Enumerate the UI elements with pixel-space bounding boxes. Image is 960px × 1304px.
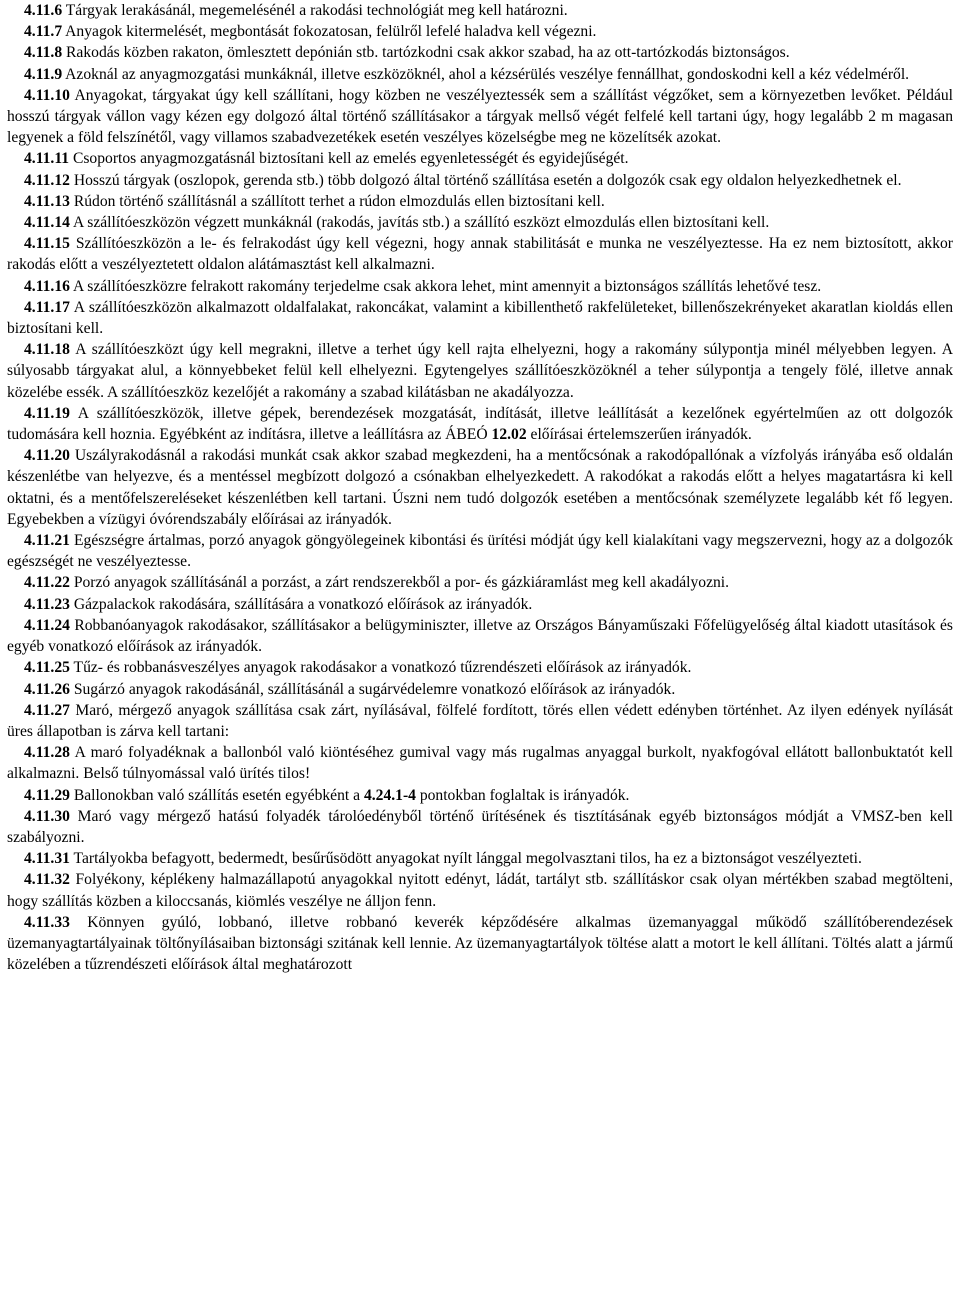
paragraph-4-11-13 xyxy=(7,191,953,212)
paragraph-text: Tárgyak lerakásánál, megemelésénél a rakodási technológiát meg kell határozni. xyxy=(62,2,568,19)
paragraph-number: 4.11.13 xyxy=(24,192,70,210)
paragraph-number: 4.11.32 xyxy=(24,871,70,889)
paragraph-text: Azoknál az anyagmozgatási munkáknál, illetve eszközöknél, ahol a kézsérülés veszélye fennállhat, gondoskodni kell a kéz védelméről. xyxy=(62,65,910,83)
paragraph-text: Csoportos anyagmozgatásnál biztosítani kell az emelés egyenletességét és egyidejűségét. xyxy=(69,150,629,168)
paragraph-4-11-7 xyxy=(7,21,953,42)
paragraph-number: 4.11.10 xyxy=(24,86,70,104)
paragraph-text: Maró vagy mérgező hatású folyadék tárolóedényből történő ürítésének és tisztításának egyéb biztonságos módját a VMSZ-ben kell szabályozni. xyxy=(7,807,953,846)
paragraph-4-11-25 xyxy=(7,657,953,678)
paragraph-number: 4.11.19 xyxy=(24,404,70,422)
paragraph-text: Rakodás közben rakaton, ömlesztett depónián stb. tartózkodni csak akkor szabad, ha az ott-tartózkodás biztonságos. xyxy=(62,44,790,62)
paragraph-number: 4.11.20 xyxy=(24,447,70,465)
paragraph-text: Tartályokba befagyott, bedermedt, besűrűsödött anyagokat nyílt lánggal megolvasztani tilos, ha ez a biztonságot veszélyezteti. xyxy=(69,850,862,868)
paragraph-4-11-17 xyxy=(7,297,953,339)
paragraph-text: Rúdon történő szállításnál a szállított terhet a rúdon elmozdulás ellen biztosítani kell. xyxy=(69,192,605,210)
paragraph-number: 4.11.21 xyxy=(24,532,70,550)
paragraph-text: A szállítóeszközök, illetve gépek, berendezések mozgatását, indítását, illetve leállítását a kezelőnek egyértelműen az ott dolgozók tudomására kell hoznia. Egyébként az indításra, illetve a leállításra az ÁBEÓ xyxy=(7,404,953,444)
paragraph-4-11-9 xyxy=(7,64,953,85)
regulation-reference: 12.02 xyxy=(491,426,527,444)
paragraph-number: 4.11.27 xyxy=(24,701,70,719)
paragraph-text: Maró, mérgező anyagok szállítása csak zárt, nyílásával, fölfelé fordított, törés ellen védett edényben történhet. Az ilyen edények nyílását üres állapotban is zárva kell tartani: xyxy=(7,701,953,740)
paragraph-4-11-26 xyxy=(7,679,953,700)
paragraph-text: Uszályrakodásnál a rakodási munkát csak akkor szabad megkezdeni, ha a mentőcsónak a rakodópallónak a vízfolyás irányába eső oldalán készenlétbe van helyezve, és a mentéssel megbízott dolgozó a csónakban elhelyezkedett. A rakodókat a rakodás előtt a helyes magatartásra ki kell oktatni, és a mentőfelszereléseket készenlétben kell tartani. Úszni nem tudó dolgozók esetében a mentőcsónak személyzete legalább két fő legyen. Egyebekben a vízügyi óvórendszabály előírásai az irányadók. xyxy=(7,447,953,528)
paragraph-text: Gázpalackok rakodására, szállítására a vonatkozó előírások az irányadók. xyxy=(69,595,533,613)
paragraph-number: 4.11.8 xyxy=(24,44,63,62)
paragraph-number: 4.11.15 xyxy=(24,235,70,253)
paragraph-number: 4.11.7 xyxy=(24,23,63,41)
paragraph-text-after: pontokban foglaltak is irányadók. xyxy=(415,786,630,804)
paragraph-text: A szállítóeszközre felrakott rakomány terjedelme csak akkora lehet, mint amennyit a biztonságos szállítás lehetővé tesz. xyxy=(69,277,822,295)
paragraph-text: Ballonokban való szállítás esetén egyébként a xyxy=(69,786,364,804)
paragraph-text: Porzó anyagok szállításánál a porzást, a zárt rendszerekből a por- és gázkiáramlást meg kell akadályozni. xyxy=(69,574,730,592)
paragraph-4-11-11 xyxy=(7,148,953,169)
paragraph-number: 4.11.24 xyxy=(24,616,70,634)
paragraph-text: A maró folyadéknak a ballonból való kiöntéséhez gumival vagy más rugalmas anyaggal burkolt, nyakfogóval ellátott ballonbuktatót kell alkalmazni. Belső túlnyomással való ürítés tilos! xyxy=(7,744,953,783)
paragraph-text: Tűz- és robbanásveszélyes anyagok rakodásakor a vonatkozó tűzrendészeti előírások az irányadók. xyxy=(69,659,692,677)
paragraph-text: Sugárzó anyagok rakodásánál, szállításánál a sugárvédelemre vonatkozó előírások az irányadók. xyxy=(69,680,676,698)
paragraph-4-11-33 xyxy=(7,912,953,976)
paragraph-4-11-28 xyxy=(7,742,953,784)
paragraph-number: 4.11.30 xyxy=(24,807,70,825)
paragraph-4-11-22 xyxy=(7,572,953,593)
paragraph-text: A szállítóeszközön végzett munkáknál (rakodás, javítás stb.) a szállító eszközt elmozdulás ellen biztosítani kell. xyxy=(69,214,770,232)
paragraph-4-11-23 xyxy=(7,594,953,615)
paragraph-number: 4.11.22 xyxy=(24,574,70,592)
paragraph-4-11-32 xyxy=(7,869,953,911)
paragraph-number: 4.11.12 xyxy=(24,171,70,189)
paragraph-4-11-24 xyxy=(7,615,953,657)
paragraph-4-11-8 xyxy=(7,42,953,63)
paragraph-number: 4.11.25 xyxy=(24,659,70,677)
paragraph-number: 4.11.23 xyxy=(24,595,70,613)
paragraph-text: Könnyen gyúló, lobbanó, illetve robbanó keverék képződésére alkalmas üzemanyaggal működő szállítóberendezések üzemanyagtartályainak töltőnyílásaiban biztonsági szitának kell lennie. Az üzemanyagtartályok töltése alatt a motort le kell állítani. Töltés alatt a jármű közelében a tűzrendészeti előírások által meghatározott xyxy=(7,913,953,974)
section-reference: 4.24.1-4 xyxy=(363,786,416,804)
paragraph-text: Folyékony, képlékeny halmazállapotú anyagokkal nyitott edényt, ládát, tartályt stb. szállításkor csak olyan mértékben szabad megtölteni, hogy szállítás közben a kiloccsanás, kiömlés veszélye ne álljon fenn. xyxy=(7,871,953,910)
paragraph-text: Robbanóanyagok rakodásakor, szállításakor a belügyminiszter, illetve az Országos Bányaműszaki Főfelügyelőség által kiadott utasítások és egyéb vonatkozó előírások az irányadók. xyxy=(7,616,953,656)
paragraph-4-11-20 xyxy=(7,445,953,530)
paragraph-text: A szállítóeszközt úgy kell megrakni, illetve a terhet úgy kell rajta elhelyezni, hogy a rakomány súlypontja minél mélyebben legyen. A súlyosabb tárgyakat alul, a könnyebbeket felül kell elhelyezni. Egytengelyes szállítóeszközöknél a teher súlypontja a tengely fölé, illetve annak közelébe essék. A szállítóeszköz kezelőjét a rakomány a szabad kilátásban ne akadályozza. xyxy=(7,341,953,401)
paragraph-text: Hosszú tárgyak (oszlopok, gerenda stb.) több dolgozó által történő szállítása esetén a dolgozók csak egy oldalon helyezkedhetnek el. xyxy=(69,171,902,189)
paragraph-number: 4.11.26 xyxy=(24,680,70,698)
paragraph-text: Szállítóeszközön a le- és felrakodást úgy kell végezni, hogy annak stabilitását e munka ne veszélyeztesse. Ha ez nem biztosított, akkor rakodás előtt a veszélyeztetett oldalon alátámasztást kell alkalmazni. xyxy=(7,235,953,274)
paragraph-text: Anyagok kitermelését, megbontását fokozatosan, felülről lefelé haladva kell végezni. xyxy=(62,23,597,41)
paragraph-4-11-27 xyxy=(7,700,953,742)
paragraph-4-11-31 xyxy=(7,848,953,869)
paragraph-4-11-16 xyxy=(7,276,953,297)
paragraph-number: 4.11.9 xyxy=(24,65,63,83)
paragraph-number: 4.11.16 xyxy=(24,277,70,295)
paragraph-4-11-19 xyxy=(7,403,953,445)
paragraph-number: 4.11.33 xyxy=(24,913,70,931)
paragraph-number: 4.11.29 xyxy=(24,786,70,804)
paragraph-number: 4.11.6 xyxy=(24,2,63,19)
paragraph-number: 4.11.14 xyxy=(24,214,70,232)
paragraph-4-11-18 xyxy=(7,339,953,403)
paragraph-4-11-6 xyxy=(7,0,953,21)
paragraph-4-11-30 xyxy=(7,806,953,848)
paragraph-4-11-12 xyxy=(7,170,953,191)
paragraph-number: 4.11.28 xyxy=(24,744,70,762)
paragraph-text-after: előírásai értelemszerűen irányadók. xyxy=(526,426,752,444)
paragraph-number: 4.11.11 xyxy=(24,150,70,168)
paragraph-text: Anyagokat, tárgyakat úgy kell szállítani, hogy közben ne veszélyeztessék sem a szállítást végzőket, sem a környezetben levőket. Például hosszú tárgyak vállon vagy kézen egy dolgozó által történő szállításakor a tárgyak mellső végét felfelé kell tartani úgy, hogy legalább 2 m magasan legyenek a föld felszínétől, vagy villamos szabadvezetékek esetén veszélyes közelségbe meg ne közelítsék azokat. xyxy=(7,86,953,147)
paragraph-text: A szállítóeszközön alkalmazott oldalfalakat, rakoncákat, valamint a kibillenthető rakfelületeket, billenőszekrényeket akaratlan kioldás ellen biztosítani kell. xyxy=(7,298,953,338)
paragraph-number: 4.11.17 xyxy=(24,298,70,316)
paragraph-number: 4.11.18 xyxy=(24,341,70,359)
paragraph-text: Egészségre ártalmas, porzó anyagok göngyölegeinek kibontási és ürítési módját úgy kell kialakítani vagy megszervezni, hogy az a dolgozók egészségét ne veszélyeztesse. xyxy=(7,532,953,571)
paragraph-number: 4.11.31 xyxy=(24,850,70,868)
paragraph-4-11-15 xyxy=(7,233,953,275)
paragraph-4-11-29 xyxy=(7,785,953,806)
paragraph-4-11-21 xyxy=(7,530,953,572)
paragraph-4-11-14 xyxy=(7,212,953,233)
paragraph-4-11-10 xyxy=(7,85,953,149)
